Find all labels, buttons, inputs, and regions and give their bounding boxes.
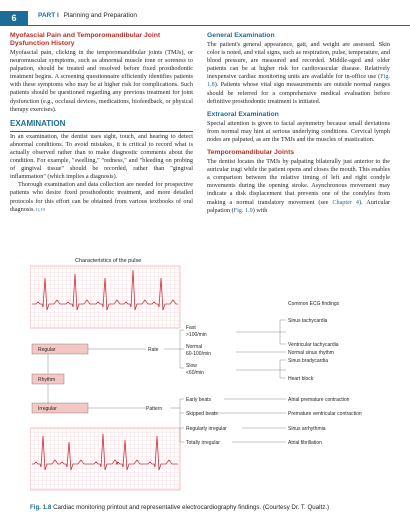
reference-superscript[interactable]: 11,19 [34, 206, 45, 212]
ecg-figure [30, 256, 390, 506]
running-head [38, 12, 137, 19]
general-exam-paragraph: The patient's general appearance, gait, and weight are assessed. Skin color is noted, and vital signs, such as respiration, pulse, temperature, and blood pressure, are measured and recorded. Middle-aged and older patients can be at higher risk for cardiovascular disease. Relatively inexpensive cardiac monitoring units are available for in-office use (Fig. 1.8). Patients whose vital sign measurements are outside normal ranges should be referred for a comprehensive medical evaluation before definitive prosthodontic treatment is initiated. [207, 41, 390, 105]
figure-link-2[interactable]: Fig. 1.9 [233, 206, 253, 214]
fast-label: Fast [186, 325, 196, 331]
header-rule [0, 25, 410, 26]
part-title: Planning and Preparation [63, 12, 138, 19]
slow-value: <60/min [186, 370, 204, 376]
tmj-paragraph: The dentist locates the TMJs by palpating bilaterally just anterior to the auricular tragi while the patient opens and closes the mouth. This enables a comparison between the relative timing of left and right condyle movements during the opening stroke. Asynchronous movement may indicate a disk displacement that prevents one of the condyles from making a normal translatory movement (see Chapter 4). Auricular palpation (Fig. 1.9) with [207, 158, 390, 214]
page-number: 6 [0, 11, 28, 25]
pattern-label: Pattern [146, 406, 163, 412]
right-column [207, 32, 390, 215]
running-header [0, 0, 410, 22]
pulse-title: Characteristics of the pulse [75, 258, 142, 264]
regularly-irregular-label: Regularly irregular [186, 426, 227, 432]
normal-label: Normal [186, 344, 203, 350]
totally-irregular-label: Totally irregular [186, 440, 220, 446]
ecg-strip-bottom [30, 428, 180, 490]
caption-label: Fig. 1.8 [30, 504, 52, 511]
caption-text: Cardiac monitoring printout and representative electrocardiography findings. (Courtesy Dr. T. Qualtz.) [53, 504, 330, 511]
figure-caption [30, 504, 400, 511]
chapter-link[interactable]: Chapter 4 [332, 198, 360, 206]
finding-sinus-arrhythmia: Sinus arrhythmia [288, 426, 326, 432]
examination-heading: EXAMINATION [10, 119, 193, 132]
extraoral-paragraph: Special attention is given to facial asymmetry because small deviations from normal may hint at serious underlying conditions. Cervical lymph nodes are palpated, as are the TMJs and the muscles of mastication. [207, 119, 390, 143]
myofascial-paragraph: Myofascial pain, clicking in the temporomandibular joints (TMJs), or neuromuscular symptoms, such as abnormal muscle tone or soreness to palpation, should be treated and resolved before fixed prosthodontic treatment begins. A screening questionnaire efficiently identifies patients with these symptoms who may be at higher risk for complications. Such patients should be questioned regarding any previous treatment for joint dysfunction (e.g., occlusal devices, medications, biofeedback, or physical therapy exercises). [10, 49, 193, 113]
normal-value: 60-100/min [186, 351, 212, 357]
finding-atrial-premature: Atrial premature contraction [288, 397, 350, 403]
finding-normal-sinus-rhythm: Normal sinus rhythm [288, 350, 334, 356]
skipped-beats-label: Skipped beats [186, 411, 218, 417]
myofascial-heading: Myofascial Pain and Temporomandibular Joint Dysfunction History [10, 32, 161, 47]
early-beats-label: Early beats [186, 397, 212, 403]
left-column [10, 32, 193, 214]
finding-heart-block: Heart block [288, 376, 314, 382]
finding-sinus-bradycardia: Sinus bradycardia [288, 358, 329, 364]
flow-lines [48, 320, 286, 442]
rhythm-label: Rhythm [38, 377, 56, 383]
examination-paragraph-1: In an examination, the dentist uses sight, touch, and hearing to detect abnormal conditions. To avoid mistakes, it is critical to record what is actually observed rather than to make diagnostic comments about the condition. For example, "swelling," "redness," and "bleeding on probing of gingival tissue" should be recorded, rather than "gingival inflammation" (which implies a diagnosis). [10, 132, 193, 181]
finding-premature-ventricular: Premature ventricular contraction [288, 411, 362, 417]
fast-value: >100/min [186, 332, 207, 338]
finding-ventricular-tachycardia: Ventricular tachycardia [288, 342, 339, 348]
finding-atrial-fibrillation: Atrial fibrillation [288, 440, 322, 446]
examination-paragraph-2: Thorough examination and data collection are needed for prospective patients who desire fixed prosthodontic treatment, and more detailed protocols for this effort can be obtained from various textbooks of oral diagnosis.$^{11,19}$ [10, 181, 193, 213]
figure-link[interactable]: Fig. 1.8 [207, 73, 390, 89]
irregular-label: Irregular [38, 406, 57, 412]
ecg-strip-top [30, 266, 180, 328]
slow-label: Slow [186, 363, 197, 369]
tmj-heading: Temporomandibular Joints [207, 149, 295, 157]
part-label: PART I [38, 12, 59, 19]
general-exam-heading: General Examination [207, 32, 275, 39]
rate-label: Rate [148, 347, 159, 353]
ecg-findings-title: Common ECG findings [288, 301, 340, 307]
extraoral-heading: Extraoral Examination [207, 110, 279, 118]
regular-label: Regular [38, 347, 56, 353]
finding-sinus-tachycardia: Sinus tachycardia [288, 318, 328, 324]
